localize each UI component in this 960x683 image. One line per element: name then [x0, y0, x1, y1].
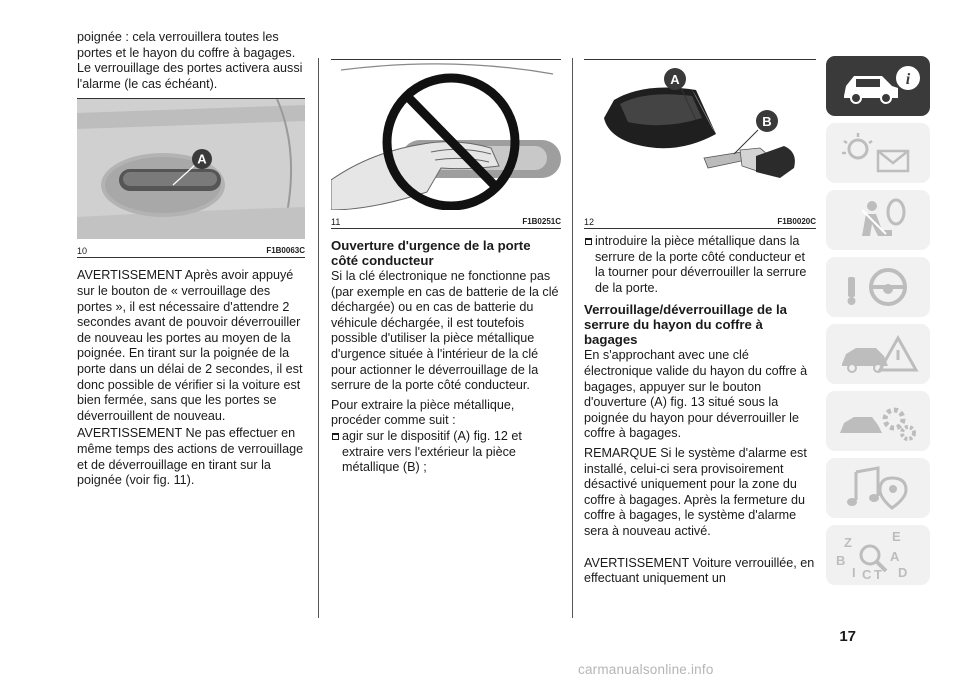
- figure-number: 11: [331, 217, 341, 227]
- alphabetical-index-icon: [826, 525, 930, 585]
- paragraph: REMARQUE Si le système d'alarme est installé, celui-ci sera provisoirement désactivé uniquement pour la zone du coffre à bagages. Après la fermeture du coffre à bagages, le système d'alarme sera à nouveau activé.: [584, 445, 807, 538]
- paragraph: Si la clé électronique ne fonctionne pas (par exemple en cas de batterie de la clé déchargée) ou en cas de batterie du véhicule déchargée, il est toutefois possible d'utiliser la pièce métallique d'urgence située à l'intérieur de la clé pour actionner le déverrouillage de la serrure de la porte côté conducteur.: [331, 269, 559, 393]
- bullet-text: agir sur le dispositif (A) fig. 12 et extraire vers l'extérieur la pièce métallique (B) ;: [342, 428, 522, 475]
- bullet-square-icon: [331, 429, 342, 476]
- steering-wheel-key-icon: [826, 257, 930, 317]
- key-fob-illustration: [584, 60, 816, 210]
- bullet-item: [331, 429, 561, 476]
- index-letter: D: [898, 565, 908, 580]
- figure-code: F1B0063C: [266, 246, 305, 256]
- bullet-square-icon: [584, 234, 595, 296]
- airbag-seat-icon: [826, 190, 930, 250]
- figure-12-caption: [584, 215, 816, 229]
- figure-12: [584, 59, 816, 229]
- figure-10-label-a: A: [197, 151, 207, 167]
- figure-12-label-b: B: [762, 114, 772, 129]
- index-letter: I: [852, 565, 856, 580]
- tab-starting-driving[interactable]: [826, 257, 930, 317]
- paragraph: AVERTISSEMENT Voiture verrouillée, en effectuant uniquement un: [584, 555, 815, 586]
- column-separator: [572, 58, 573, 618]
- section-heading: Verrouillage/déverrouillage de la serrure du hayon du coffre à bagages: [584, 302, 788, 348]
- warning-text-1: AVERTISSEMENT Après avoir appuyé sur le bouton de « verrouillage des portes », il est nécessaire d'attendre 2 secondes avant de pouvoir déverrouiller de nouveau les portes au moyen de la poignée. En tirant sur la poignée de la porte dans un délai de 2 secondes, il est donc possible de vérifier si la voiture est bien fermée, sans que les portes se déverrouillent de nouveau.: [77, 268, 303, 423]
- chapter-tabs: [826, 56, 930, 592]
- paragraph: En s'approchant avec une clé électronique valide du hayon du coffre à bagages, appuyer sur le bouton d'ouverture (A) fig. 13 situé sous la poignée du hayon pour déverrouiller le coffre à bagages.: [584, 348, 808, 441]
- figure-11-caption: [331, 215, 561, 229]
- svg-text:i: i: [905, 71, 911, 88]
- bullet-text: introduire la pièce métallique dans la serrure de la porte côté conducteur et la tourner pour déverrouiller la serrure de la porte.: [595, 234, 807, 295]
- page-number: 17: [839, 628, 856, 645]
- paragraph: Pour extraire la pièce métallique, procéder comme suit :: [331, 397, 515, 428]
- tab-multimedia[interactable]: [826, 458, 930, 518]
- figure-11: [331, 59, 561, 229]
- tab-maintenance[interactable]: [826, 391, 930, 451]
- door-handle-illustration: [77, 99, 305, 239]
- index-letter: B: [836, 553, 846, 568]
- tab-safety[interactable]: [826, 190, 930, 250]
- music-navigation-icon: [826, 458, 930, 518]
- column-separator: [318, 58, 319, 618]
- tab-index[interactable]: [826, 525, 930, 585]
- tab-car-info[interactable]: [826, 56, 930, 116]
- figure-10: [77, 98, 305, 258]
- warning-lights-message-icon: [826, 123, 930, 183]
- index-letter: C: [862, 567, 872, 582]
- car-service-gears-icon: [826, 391, 930, 451]
- car-crash-warning-icon: [826, 324, 930, 384]
- watermark: carmanualsonline.info: [578, 662, 714, 677]
- warning-text-2: AVERTISSEMENT Ne pas effectuer en même temps des actions de verrouillage et de déverrouillage en tirant sur la poignée (voir fig. 11).: [77, 426, 304, 488]
- figure-10-caption: [77, 244, 305, 258]
- tab-emergency[interactable]: [826, 324, 930, 384]
- column-1: [77, 30, 305, 489]
- figure-code: F1B0251C: [522, 217, 561, 226]
- bullet-item: [584, 234, 816, 296]
- section-heading: Ouverture d'urgence de la porte côté conducteur: [331, 238, 531, 268]
- column-2: [331, 56, 561, 476]
- car-info-icon: [826, 56, 930, 116]
- prohibited-handle-illustration: [331, 60, 561, 210]
- index-letter: E: [892, 529, 901, 544]
- column-3: [584, 56, 816, 587]
- index-letter: T: [874, 567, 882, 582]
- figure-12-label-a: A: [670, 72, 680, 87]
- index-letter: A: [890, 549, 900, 564]
- tab-warning-lights[interactable]: [826, 123, 930, 183]
- intro-text: poignée : cela verrouillera toutes les portes et le hayon du coffre à bagages. Le verrouillage des portes activera aussi l'alarme (le cas échéant).: [77, 30, 303, 91]
- index-letter: Z: [844, 535, 852, 550]
- figure-code: F1B0020C: [777, 217, 816, 226]
- figure-number: 12: [584, 217, 595, 227]
- figure-number: 10: [77, 246, 88, 257]
